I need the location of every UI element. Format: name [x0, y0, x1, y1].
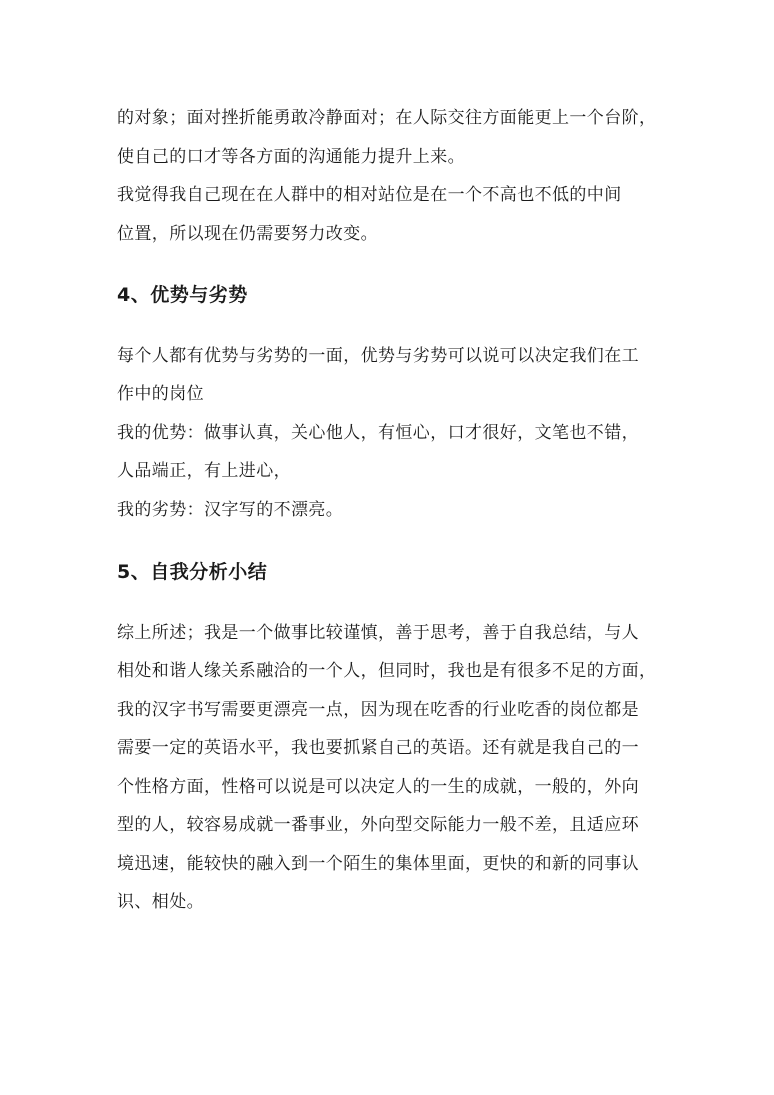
- paragraph-line: 位置，所以现在仍需要努力改变。: [117, 224, 378, 244]
- paragraph-line: 境迅速，能较快的融入到一个陌生的集体里面，更快的和新的同事认: [117, 854, 639, 874]
- paragraph-line: 需要一定的英语水平，我也要抓紧自己的英语。还有就是我自己的一: [117, 738, 639, 758]
- paragraph-line: 每个人都有优势与劣势的一面，优势与劣势可以说可以决定我们在工: [117, 346, 639, 366]
- paragraph-line: 个性格方面，性格可以说是可以决定人的一生的成就，一般的，外向: [117, 777, 639, 797]
- paragraph-line: 综上所述；我是一个做事比较谨慎，善于思考，善于自我总结，与人: [117, 623, 639, 643]
- paragraph-line: 相处和谐人缘关系融洽的一个人，但同时，我也是有很多不足的方面，: [117, 661, 657, 681]
- section-heading: 5、自我分析小结: [117, 561, 268, 583]
- paragraph-line: 使自己的口才等各方面的沟通能力提升上来。: [117, 147, 465, 167]
- paragraph-line: 我的劣势：汉字写的不漂亮。: [117, 500, 344, 520]
- paragraph-line: 的对象；面对挫折能勇敢冷静面对；在人际交往方面能更上一个台阶，: [117, 108, 657, 128]
- paragraph-line: 型的人，较容易成就一番事业，外向型交际能力一般不差，且适应环: [117, 815, 639, 835]
- paragraph-line: 我的优势：做事认真，关心他人，有恒心，口才很好，文笔也不错，: [117, 423, 639, 443]
- paragraph-line: 识、相处。: [117, 892, 204, 912]
- section-heading: 4、优势与劣势: [117, 284, 248, 306]
- paragraph-line: 作中的岗位: [117, 384, 204, 404]
- paragraph-line: 我的汉字书写需要更漂亮一点，因为现在吃香的行业吃香的岗位都是: [117, 700, 639, 720]
- paragraph-line: 我觉得我自己现在在人群中的相对站位是在一个不高也不低的中间: [117, 185, 622, 205]
- paragraph-line: 人品端正，有上进心，: [117, 461, 291, 481]
